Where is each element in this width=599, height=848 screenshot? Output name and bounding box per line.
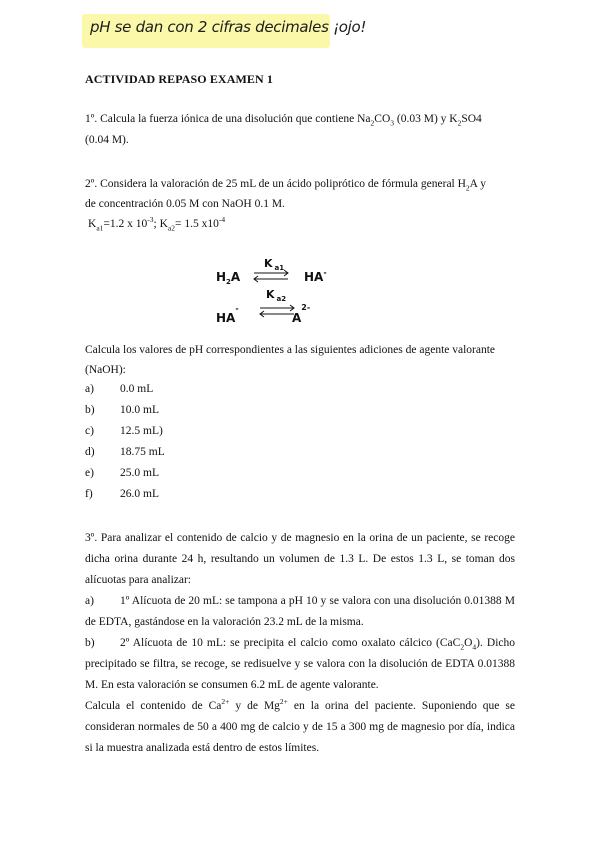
q2-text-b: A y xyxy=(469,178,486,190)
list-item xyxy=(85,488,159,500)
q3-item-a xyxy=(85,591,515,633)
item-letter: e) xyxy=(85,467,94,479)
item-text: 18.75 mL xyxy=(120,446,165,458)
item-letter: c) xyxy=(85,425,94,437)
q3-b-letter: b) xyxy=(85,637,95,649)
ka2-sub: a2 xyxy=(167,223,175,233)
q3-final-sup1: 2+ xyxy=(221,697,230,707)
list-item xyxy=(85,383,153,395)
q1-text-a: 1º. Calcula la fuerza iónica de una disolución que contiene Na xyxy=(85,113,371,125)
q1-sub2: 3 xyxy=(390,118,395,128)
q2-sub: 2 xyxy=(465,183,470,193)
item-letter: d) xyxy=(85,446,95,458)
q1-sub1: 2 xyxy=(370,118,375,128)
scheme-h2a: $H_2A$ xyxy=(216,270,241,286)
q3-a-letter: a) xyxy=(85,595,94,607)
ka1-symbol: K xyxy=(88,218,97,230)
scheme-ka1-label: K $_{a1}$ xyxy=(264,257,285,272)
q3-item-b xyxy=(85,633,515,696)
equilibrium-scheme xyxy=(200,250,380,330)
q2-instruction-line2: (NaOH): xyxy=(85,364,126,376)
ka2-value: = 1.5 x10 xyxy=(175,218,219,230)
ka1-value: =1.2 x 10 xyxy=(103,218,148,230)
q1-line2: (0.04 M). xyxy=(85,134,129,146)
q2-ka-constants xyxy=(88,216,225,232)
scheme-ha-1: HA- xyxy=(304,268,327,284)
q3-b-text-c: ). Dicho precipitado se filtra, se recoge, se redisuelve y se valora con la disolución de EDTA 0.01388 M. En esta valoración se consumen 6.2 mL de agente valorante. xyxy=(85,637,515,691)
list-item xyxy=(85,467,159,479)
q3-a-text: 1º Alícuota de 20 mL: se tampona a pH 10 y se valora con una disolución 0.01388 M de EDTA, gastándose en la valoración 23.2 mL de la misma. xyxy=(85,595,515,628)
scheme-ha-2: HA- xyxy=(216,304,239,325)
ka1-sub: a1 xyxy=(96,223,104,233)
q3-final xyxy=(85,696,515,759)
list-item xyxy=(85,425,163,437)
equilibrium-arrows-2 xyxy=(260,305,294,317)
q3-b-sub1: 2 xyxy=(460,642,465,652)
q3-intro: 3º. Para analizar el contenido de calcio y de magnesio en la orina de un paciente, se recoge dicha orina durante 24 h, resultando un volumen de 1.3 L. De estos 1.3 L, se toman dos alícuotas para analizar: xyxy=(85,532,515,586)
q3-b-text-a: 2º Alícuota de 10 mL: se precipita el calcio como oxalato cálcico (CaC xyxy=(120,637,461,649)
item-text: 26.0 mL xyxy=(120,488,159,500)
q3-final-sup2: 2+ xyxy=(279,697,288,707)
q2-line1 xyxy=(85,176,486,192)
scheme-ka2-label: K $_{a2}$ xyxy=(266,288,287,303)
q2-text-a: 2º. Considera la valoración de 25 mL de un ácido poliprótico de fórmula general H xyxy=(85,178,466,190)
page-title: ACTIVIDAD REPASO EXAMEN 1 xyxy=(85,72,273,86)
item-text: 12.5 mL) xyxy=(120,425,163,437)
item-letter: b) xyxy=(85,404,95,416)
list-item xyxy=(85,404,159,416)
q3-final-a: Calcula el contenido de Ca xyxy=(85,700,222,712)
item-letter: a) xyxy=(85,383,94,395)
ka1-exp: -3 xyxy=(147,215,154,225)
handwritten-note: pH se dan con 2 cifras decimales ¡ojo! xyxy=(90,18,367,36)
item-text: 25.0 mL xyxy=(120,467,159,479)
q1-sub3: 2 xyxy=(457,118,462,128)
list-item xyxy=(85,446,165,458)
ka2-exp: -4 xyxy=(218,215,226,225)
q3-b-text-b: O xyxy=(464,637,473,649)
item-text: 10.0 mL xyxy=(120,404,159,416)
q2-instruction-line1: Calcula los valores de pH correspondientes a las siguientes adiciones de agente valorante xyxy=(85,344,496,356)
q1-text-b: CO xyxy=(374,113,391,125)
q3-final-b: y de Mg xyxy=(229,700,280,712)
q1-text-d: SO4 xyxy=(461,113,482,125)
q1-line1 xyxy=(85,111,482,127)
q3-final-c: en la orina del paciente. Suponiendo que se consideran normales de 50 a 400 mg de calcio y de 15 a 300 mg de magnesio por día, indica si la muestra analizada está dentro de estos límites. xyxy=(85,700,515,754)
item-text: 0.0 mL xyxy=(120,383,154,395)
q3-b-sub2: 4 xyxy=(472,642,477,652)
item-letter: f) xyxy=(85,488,93,500)
q2-line2: de concentración 0.05 M con NaOH 0.1 M. xyxy=(85,198,285,210)
ka2-symbol: ; K xyxy=(153,218,168,230)
scheme-a2: $A^{2-}$ xyxy=(292,303,311,325)
q1-text-c: (0.03 M) y K xyxy=(394,113,458,125)
